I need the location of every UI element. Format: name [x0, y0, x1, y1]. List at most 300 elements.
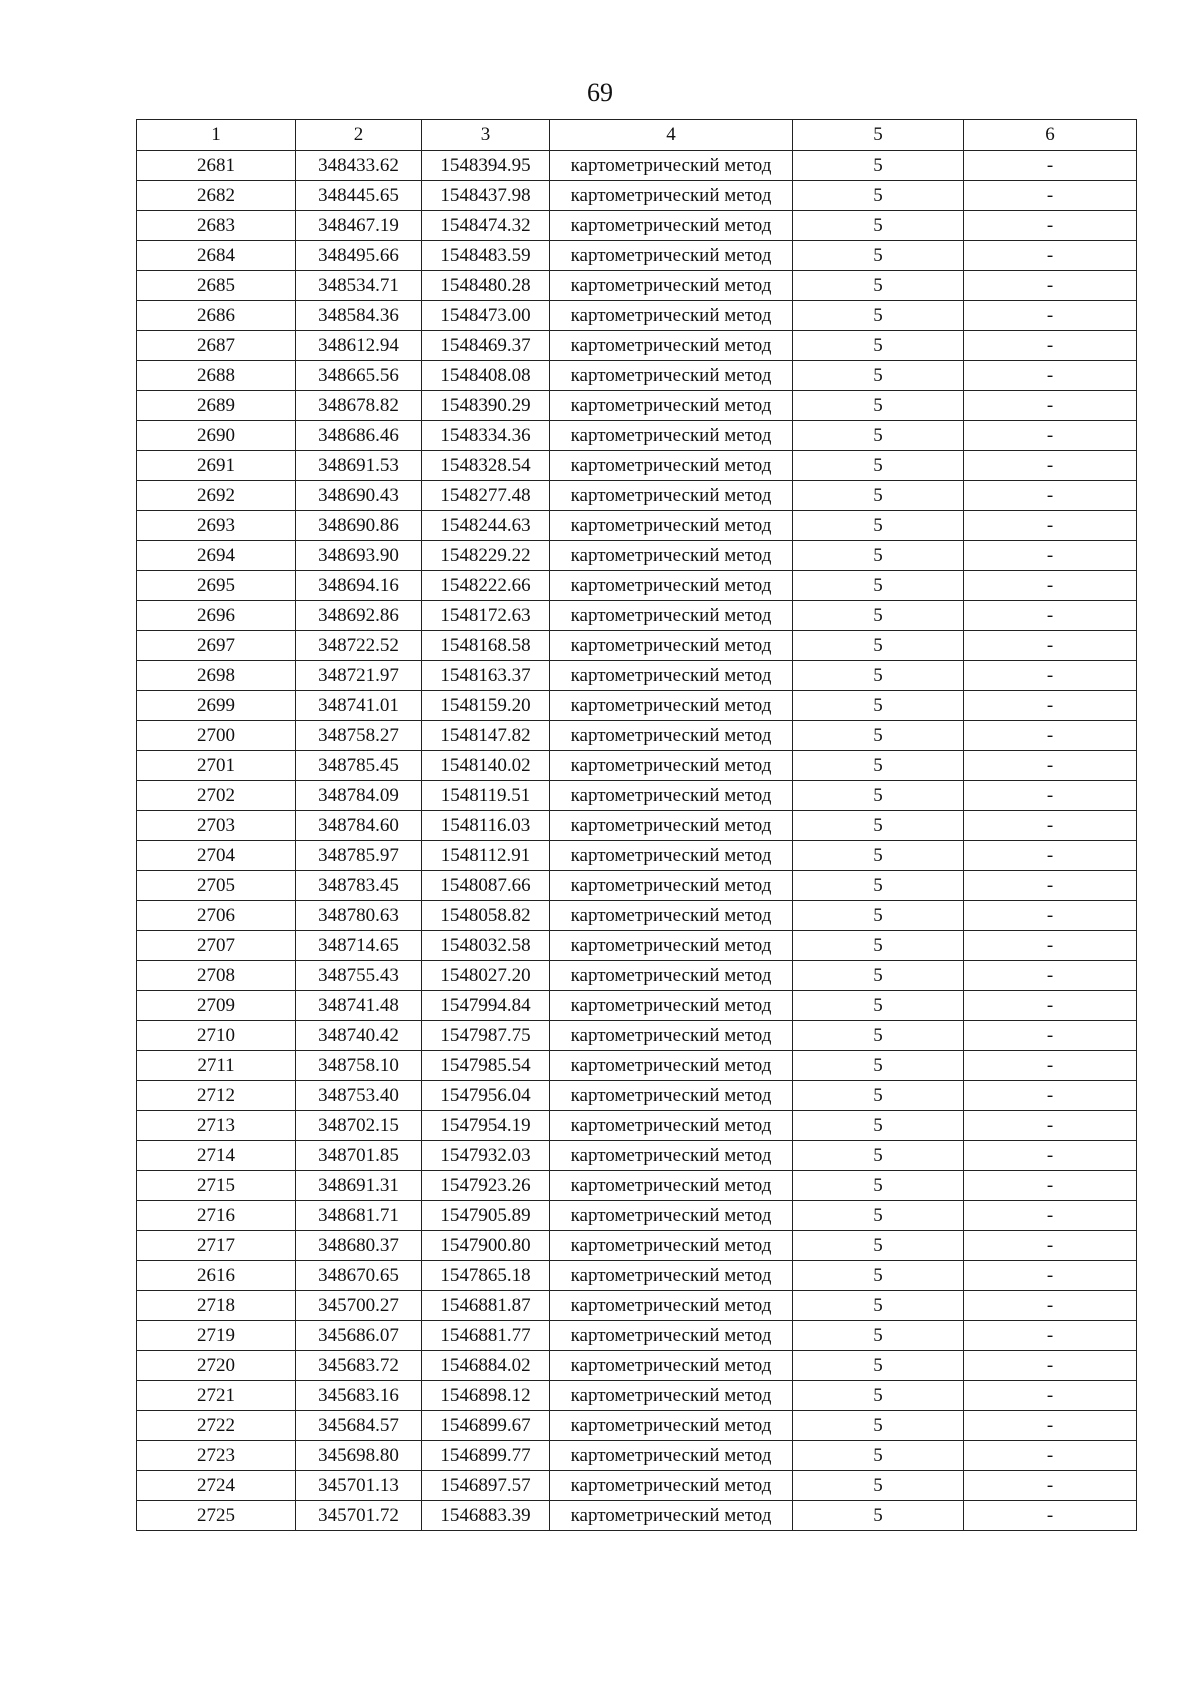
table-row: [137, 601, 1137, 631]
accuracy-cell: 5: [793, 811, 964, 841]
note-cell: -: [964, 751, 1137, 781]
note-cell: -: [964, 961, 1137, 991]
method-cell: картометрический метод: [550, 721, 793, 751]
table-row: [137, 961, 1137, 991]
method-cell: картометрический метод: [550, 211, 793, 241]
accuracy-cell: 5: [793, 691, 964, 721]
x-coordinate-cell: 345683.72: [296, 1351, 422, 1381]
point-number-cell: 2700: [137, 721, 296, 751]
accuracy-cell: 5: [793, 1321, 964, 1351]
table-row: [137, 181, 1137, 211]
point-number-cell: 2684: [137, 241, 296, 271]
x-coordinate-cell: 348702.15: [296, 1111, 422, 1141]
x-coordinate-cell: 348694.16: [296, 571, 422, 601]
method-cell: картометрический метод: [550, 181, 793, 211]
y-coordinate-cell: 1548229.22: [422, 541, 550, 571]
table-row: [137, 1141, 1137, 1171]
note-cell: -: [964, 601, 1137, 631]
note-cell: -: [964, 331, 1137, 361]
accuracy-cell: 5: [793, 1021, 964, 1051]
y-coordinate-cell: 1548244.63: [422, 511, 550, 541]
point-number-cell: 2711: [137, 1051, 296, 1081]
y-coordinate-cell: 1546897.57: [422, 1471, 550, 1501]
accuracy-cell: 5: [793, 1291, 964, 1321]
y-coordinate-cell: 1546883.39: [422, 1501, 550, 1531]
x-coordinate-cell: 348714.65: [296, 931, 422, 961]
note-cell: -: [964, 1231, 1137, 1261]
x-coordinate-cell: 348722.52: [296, 631, 422, 661]
y-coordinate-cell: 1548027.20: [422, 961, 550, 991]
note-cell: -: [964, 391, 1137, 421]
table-row: [137, 391, 1137, 421]
column-header: 3: [422, 120, 550, 151]
method-cell: картометрический метод: [550, 961, 793, 991]
table-row: [137, 661, 1137, 691]
column-header: 5: [793, 120, 964, 151]
method-cell: картометрический метод: [550, 931, 793, 961]
point-number-cell: 2714: [137, 1141, 296, 1171]
point-number-cell: 2721: [137, 1381, 296, 1411]
table-row: [137, 1171, 1137, 1201]
x-coordinate-cell: 348693.90: [296, 541, 422, 571]
note-cell: -: [964, 211, 1137, 241]
y-coordinate-cell: 1547932.03: [422, 1141, 550, 1171]
method-cell: картометрический метод: [550, 271, 793, 301]
note-cell: -: [964, 1501, 1137, 1531]
accuracy-cell: 5: [793, 181, 964, 211]
x-coordinate-cell: 348680.37: [296, 1231, 422, 1261]
point-number-cell: 2710: [137, 1021, 296, 1051]
accuracy-cell: 5: [793, 631, 964, 661]
accuracy-cell: 5: [793, 661, 964, 691]
method-cell: картометрический метод: [550, 451, 793, 481]
table-row: [137, 1351, 1137, 1381]
y-coordinate-cell: 1548172.63: [422, 601, 550, 631]
y-coordinate-cell: 1546899.77: [422, 1441, 550, 1471]
x-coordinate-cell: 348678.82: [296, 391, 422, 421]
table-row: [137, 1291, 1137, 1321]
table-row: [137, 1321, 1137, 1351]
point-number-cell: 2693: [137, 511, 296, 541]
x-coordinate-cell: 345686.07: [296, 1321, 422, 1351]
x-coordinate-cell: 345683.16: [296, 1381, 422, 1411]
y-coordinate-cell: 1547900.80: [422, 1231, 550, 1261]
table-row: [137, 541, 1137, 571]
point-number-cell: 2686: [137, 301, 296, 331]
note-cell: -: [964, 1411, 1137, 1441]
x-coordinate-cell: 348686.46: [296, 421, 422, 451]
x-coordinate-cell: 348612.94: [296, 331, 422, 361]
x-coordinate-cell: 348784.60: [296, 811, 422, 841]
y-coordinate-cell: 1547954.19: [422, 1111, 550, 1141]
method-cell: картометрический метод: [550, 1231, 793, 1261]
accuracy-cell: 5: [793, 751, 964, 781]
note-cell: -: [964, 1081, 1137, 1111]
accuracy-cell: 5: [793, 781, 964, 811]
x-coordinate-cell: 348681.71: [296, 1201, 422, 1231]
point-number-cell: 2685: [137, 271, 296, 301]
note-cell: -: [964, 1021, 1137, 1051]
coordinates-table: [136, 119, 1137, 1531]
x-coordinate-cell: 348753.40: [296, 1081, 422, 1111]
method-cell: картометрический метод: [550, 511, 793, 541]
note-cell: -: [964, 1471, 1137, 1501]
note-cell: -: [964, 781, 1137, 811]
note-cell: -: [964, 931, 1137, 961]
method-cell: картометрический метод: [550, 601, 793, 631]
y-coordinate-cell: 1547994.84: [422, 991, 550, 1021]
accuracy-cell: 5: [793, 361, 964, 391]
x-coordinate-cell: 348534.71: [296, 271, 422, 301]
accuracy-cell: 5: [793, 301, 964, 331]
table-row: [137, 151, 1137, 181]
table-row: [137, 1021, 1137, 1051]
accuracy-cell: 5: [793, 571, 964, 601]
x-coordinate-cell: 345698.80: [296, 1441, 422, 1471]
table-row: [137, 781, 1137, 811]
point-number-cell: 2683: [137, 211, 296, 241]
table-row: [137, 511, 1137, 541]
table-row: [137, 871, 1137, 901]
table-row: [137, 1051, 1137, 1081]
x-coordinate-cell: 348741.48: [296, 991, 422, 1021]
note-cell: -: [964, 181, 1137, 211]
note-cell: -: [964, 481, 1137, 511]
note-cell: -: [964, 1111, 1137, 1141]
note-cell: -: [964, 1261, 1137, 1291]
x-coordinate-cell: 348670.65: [296, 1261, 422, 1291]
y-coordinate-cell: 1548163.37: [422, 661, 550, 691]
method-cell: картометрический метод: [550, 1441, 793, 1471]
note-cell: -: [964, 1441, 1137, 1471]
note-cell: -: [964, 1291, 1137, 1321]
point-number-cell: 2703: [137, 811, 296, 841]
y-coordinate-cell: 1548159.20: [422, 691, 550, 721]
table-row: [137, 301, 1137, 331]
point-number-cell: 2719: [137, 1321, 296, 1351]
method-cell: картометрический метод: [550, 811, 793, 841]
y-coordinate-cell: 1548408.08: [422, 361, 550, 391]
x-coordinate-cell: 348690.43: [296, 481, 422, 511]
note-cell: -: [964, 841, 1137, 871]
note-cell: -: [964, 1201, 1137, 1231]
table-body: [137, 151, 1137, 1531]
note-cell: -: [964, 691, 1137, 721]
point-number-cell: 2725: [137, 1501, 296, 1531]
table-row: [137, 421, 1137, 451]
point-number-cell: 2704: [137, 841, 296, 871]
note-cell: -: [964, 1051, 1137, 1081]
table-row: [137, 1111, 1137, 1141]
method-cell: картометрический метод: [550, 901, 793, 931]
y-coordinate-cell: 1548437.98: [422, 181, 550, 211]
method-cell: картометрический метод: [550, 541, 793, 571]
y-coordinate-cell: 1548147.82: [422, 721, 550, 751]
x-coordinate-cell: 348785.97: [296, 841, 422, 871]
y-coordinate-cell: 1548119.51: [422, 781, 550, 811]
point-number-cell: 2697: [137, 631, 296, 661]
point-number-cell: 2713: [137, 1111, 296, 1141]
note-cell: -: [964, 871, 1137, 901]
method-cell: картометрический метод: [550, 1321, 793, 1351]
y-coordinate-cell: 1548473.00: [422, 301, 550, 331]
column-header: 4: [550, 120, 793, 151]
method-cell: картометрический метод: [550, 1471, 793, 1501]
y-coordinate-cell: 1547987.75: [422, 1021, 550, 1051]
point-number-cell: 2702: [137, 781, 296, 811]
method-cell: картометрический метод: [550, 1501, 793, 1531]
accuracy-cell: 5: [793, 241, 964, 271]
x-coordinate-cell: 348758.10: [296, 1051, 422, 1081]
accuracy-cell: 5: [793, 1201, 964, 1231]
table-row: [137, 271, 1137, 301]
note-cell: -: [964, 721, 1137, 751]
method-cell: картометрический метод: [550, 331, 793, 361]
y-coordinate-cell: 1548474.32: [422, 211, 550, 241]
accuracy-cell: 5: [793, 1441, 964, 1471]
method-cell: картометрический метод: [550, 391, 793, 421]
point-number-cell: 2708: [137, 961, 296, 991]
y-coordinate-cell: 1546881.77: [422, 1321, 550, 1351]
point-number-cell: 2690: [137, 421, 296, 451]
method-cell: картометрический метод: [550, 1141, 793, 1171]
y-coordinate-cell: 1548168.58: [422, 631, 550, 661]
y-coordinate-cell: 1548140.02: [422, 751, 550, 781]
note-cell: -: [964, 451, 1137, 481]
accuracy-cell: 5: [793, 271, 964, 301]
y-coordinate-cell: 1548328.54: [422, 451, 550, 481]
accuracy-cell: 5: [793, 991, 964, 1021]
x-coordinate-cell: 348584.36: [296, 301, 422, 331]
y-coordinate-cell: 1548469.37: [422, 331, 550, 361]
accuracy-cell: 5: [793, 1381, 964, 1411]
y-coordinate-cell: 1548032.58: [422, 931, 550, 961]
accuracy-cell: 5: [793, 151, 964, 181]
note-cell: -: [964, 421, 1137, 451]
x-coordinate-cell: 348665.56: [296, 361, 422, 391]
x-coordinate-cell: 348755.43: [296, 961, 422, 991]
table-row: [137, 451, 1137, 481]
y-coordinate-cell: 1546898.12: [422, 1381, 550, 1411]
point-number-cell: 2705: [137, 871, 296, 901]
y-coordinate-cell: 1546884.02: [422, 1351, 550, 1381]
column-header: 2: [296, 120, 422, 151]
x-coordinate-cell: 348691.53: [296, 451, 422, 481]
method-cell: картометрический метод: [550, 871, 793, 901]
y-coordinate-cell: 1547956.04: [422, 1081, 550, 1111]
accuracy-cell: 5: [793, 391, 964, 421]
table-row: [137, 931, 1137, 961]
table-row: [137, 1411, 1137, 1441]
method-cell: картометрический метод: [550, 421, 793, 451]
accuracy-cell: 5: [793, 1081, 964, 1111]
accuracy-cell: 5: [793, 1471, 964, 1501]
table-row: [137, 481, 1137, 511]
method-cell: картометрический метод: [550, 1081, 793, 1111]
point-number-cell: 2701: [137, 751, 296, 781]
accuracy-cell: 5: [793, 1141, 964, 1171]
point-number-cell: 2692: [137, 481, 296, 511]
point-number-cell: 2698: [137, 661, 296, 691]
point-number-cell: 2687: [137, 331, 296, 361]
table-row: [137, 1381, 1137, 1411]
point-number-cell: 2694: [137, 541, 296, 571]
method-cell: картометрический метод: [550, 661, 793, 691]
x-coordinate-cell: 348758.27: [296, 721, 422, 751]
accuracy-cell: 5: [793, 1411, 964, 1441]
accuracy-cell: 5: [793, 931, 964, 961]
table-header-row: [137, 120, 1137, 151]
method-cell: картометрический метод: [550, 1171, 793, 1201]
accuracy-cell: 5: [793, 601, 964, 631]
y-coordinate-cell: 1548222.66: [422, 571, 550, 601]
column-header: 6: [964, 120, 1137, 151]
y-coordinate-cell: 1548483.59: [422, 241, 550, 271]
method-cell: картометрический метод: [550, 1021, 793, 1051]
x-coordinate-cell: 345701.72: [296, 1501, 422, 1531]
table-row: [137, 1201, 1137, 1231]
note-cell: -: [964, 811, 1137, 841]
point-number-cell: 2695: [137, 571, 296, 601]
table-row: [137, 1261, 1137, 1291]
y-coordinate-cell: 1546899.67: [422, 1411, 550, 1441]
y-coordinate-cell: 1547865.18: [422, 1261, 550, 1291]
column-header: 1: [137, 120, 296, 151]
table-row: [137, 721, 1137, 751]
accuracy-cell: 5: [793, 211, 964, 241]
y-coordinate-cell: 1547985.54: [422, 1051, 550, 1081]
accuracy-cell: 5: [793, 331, 964, 361]
method-cell: картометрический метод: [550, 751, 793, 781]
accuracy-cell: 5: [793, 961, 964, 991]
method-cell: картометрический метод: [550, 1351, 793, 1381]
note-cell: -: [964, 1141, 1137, 1171]
method-cell: картометрический метод: [550, 1051, 793, 1081]
point-number-cell: 2696: [137, 601, 296, 631]
x-coordinate-cell: 348701.85: [296, 1141, 422, 1171]
note-cell: -: [964, 1381, 1137, 1411]
y-coordinate-cell: 1548390.29: [422, 391, 550, 421]
table-row: [137, 691, 1137, 721]
note-cell: -: [964, 1351, 1137, 1381]
accuracy-cell: 5: [793, 1051, 964, 1081]
x-coordinate-cell: 348780.63: [296, 901, 422, 931]
method-cell: картометрический метод: [550, 481, 793, 511]
y-coordinate-cell: 1548334.36: [422, 421, 550, 451]
y-coordinate-cell: 1547923.26: [422, 1171, 550, 1201]
point-number-cell: 2723: [137, 1441, 296, 1471]
table-row: [137, 1471, 1137, 1501]
point-number-cell: 2707: [137, 931, 296, 961]
x-coordinate-cell: 348785.45: [296, 751, 422, 781]
note-cell: -: [964, 151, 1137, 181]
table-row: [137, 991, 1137, 1021]
point-number-cell: 2681: [137, 151, 296, 181]
method-cell: картометрический метод: [550, 631, 793, 661]
note-cell: -: [964, 511, 1137, 541]
x-coordinate-cell: 348740.42: [296, 1021, 422, 1051]
x-coordinate-cell: 348721.97: [296, 661, 422, 691]
table-row: [137, 1441, 1137, 1471]
x-coordinate-cell: 348433.62: [296, 151, 422, 181]
method-cell: картометрический метод: [550, 241, 793, 271]
point-number-cell: 2689: [137, 391, 296, 421]
note-cell: -: [964, 541, 1137, 571]
y-coordinate-cell: 1548058.82: [422, 901, 550, 931]
y-coordinate-cell: 1548394.95: [422, 151, 550, 181]
x-coordinate-cell: 345701.13: [296, 1471, 422, 1501]
y-coordinate-cell: 1548112.91: [422, 841, 550, 871]
accuracy-cell: 5: [793, 1501, 964, 1531]
method-cell: картометрический метод: [550, 781, 793, 811]
table-row: [137, 241, 1137, 271]
y-coordinate-cell: 1548277.48: [422, 481, 550, 511]
accuracy-cell: 5: [793, 1171, 964, 1201]
point-number-cell: 2712: [137, 1081, 296, 1111]
method-cell: картометрический метод: [550, 1291, 793, 1321]
point-number-cell: 2699: [137, 691, 296, 721]
note-cell: -: [964, 631, 1137, 661]
accuracy-cell: 5: [793, 421, 964, 451]
method-cell: картометрический метод: [550, 301, 793, 331]
method-cell: картометрический метод: [550, 1111, 793, 1141]
note-cell: -: [964, 661, 1137, 691]
x-coordinate-cell: 345700.27: [296, 1291, 422, 1321]
note-cell: -: [964, 571, 1137, 601]
table-row: [137, 571, 1137, 601]
point-number-cell: 2709: [137, 991, 296, 1021]
note-cell: -: [964, 901, 1137, 931]
x-coordinate-cell: 348691.31: [296, 1171, 422, 1201]
accuracy-cell: 5: [793, 481, 964, 511]
table-row: [137, 211, 1137, 241]
accuracy-cell: 5: [793, 1111, 964, 1141]
point-number-cell: 2691: [137, 451, 296, 481]
method-cell: картометрический метод: [550, 691, 793, 721]
accuracy-cell: 5: [793, 901, 964, 931]
accuracy-cell: 5: [793, 511, 964, 541]
method-cell: картометрический метод: [550, 1411, 793, 1441]
table-row: [137, 361, 1137, 391]
method-cell: картометрический метод: [550, 1261, 793, 1291]
y-coordinate-cell: 1548116.03: [422, 811, 550, 841]
method-cell: картометрический метод: [550, 151, 793, 181]
note-cell: -: [964, 241, 1137, 271]
table-row: [137, 1231, 1137, 1261]
accuracy-cell: 5: [793, 1261, 964, 1291]
table-row: [137, 751, 1137, 781]
note-cell: -: [964, 1171, 1137, 1201]
table-row: [137, 1501, 1137, 1531]
note-cell: -: [964, 301, 1137, 331]
y-coordinate-cell: 1548087.66: [422, 871, 550, 901]
x-coordinate-cell: 345684.57: [296, 1411, 422, 1441]
x-coordinate-cell: 348741.01: [296, 691, 422, 721]
accuracy-cell: 5: [793, 541, 964, 571]
point-number-cell: 2718: [137, 1291, 296, 1321]
accuracy-cell: 5: [793, 871, 964, 901]
point-number-cell: 2720: [137, 1351, 296, 1381]
table-row: [137, 631, 1137, 661]
point-number-cell: 2717: [137, 1231, 296, 1261]
accuracy-cell: 5: [793, 451, 964, 481]
point-number-cell: 2688: [137, 361, 296, 391]
method-cell: картометрический метод: [550, 1381, 793, 1411]
y-coordinate-cell: 1548480.28: [422, 271, 550, 301]
point-number-cell: 2715: [137, 1171, 296, 1201]
table-row: [137, 331, 1137, 361]
x-coordinate-cell: 348783.45: [296, 871, 422, 901]
